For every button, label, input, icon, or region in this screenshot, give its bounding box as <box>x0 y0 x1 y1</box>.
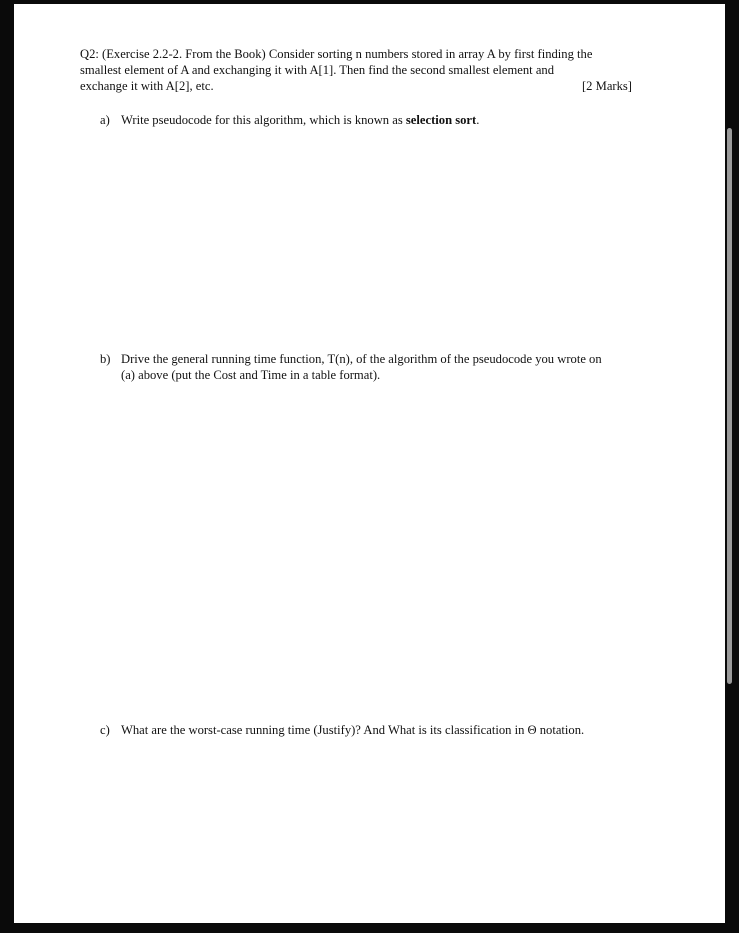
part-a <box>100 112 479 128</box>
part-b-letter: b) <box>100 352 111 366</box>
part-b-line-2: (a) above (put the Cost and Time in a table format). <box>121 368 381 382</box>
part-a-text: Write pseudocode for this algorithm, which is known as <box>121 113 406 127</box>
part-a-bold-term: selection sort <box>405 113 477 127</box>
scrollbar-thumb[interactable] <box>727 128 732 684</box>
document-page <box>14 4 725 923</box>
marks-label: [2 Marks] <box>581 79 632 93</box>
part-a-letter: a) <box>100 113 110 127</box>
part-c-text: What are the worst-case running time (Justify)? And What is its classification in Θ notation. <box>121 723 585 737</box>
part-c-letter: c) <box>100 723 110 737</box>
question-header <box>80 46 652 94</box>
question-line-3-row <box>80 78 652 94</box>
question-line-2: smallest element of A and exchanging it with A[1]. Then find the second smallest element and <box>80 63 555 77</box>
part-b-line-1: Drive the general running time function, T(n), of the algorithm of the pseudocode you wrote on <box>121 352 602 366</box>
part-a-period: . <box>476 113 480 127</box>
question-line-1: Q2: (Exercise 2.2-2. From the Book) Consider sorting n numbers stored in array A by first finding the <box>80 47 593 61</box>
part-b <box>100 351 602 383</box>
question-line-3: exchange it with A[2], etc. <box>80 79 214 93</box>
part-c <box>100 722 584 738</box>
